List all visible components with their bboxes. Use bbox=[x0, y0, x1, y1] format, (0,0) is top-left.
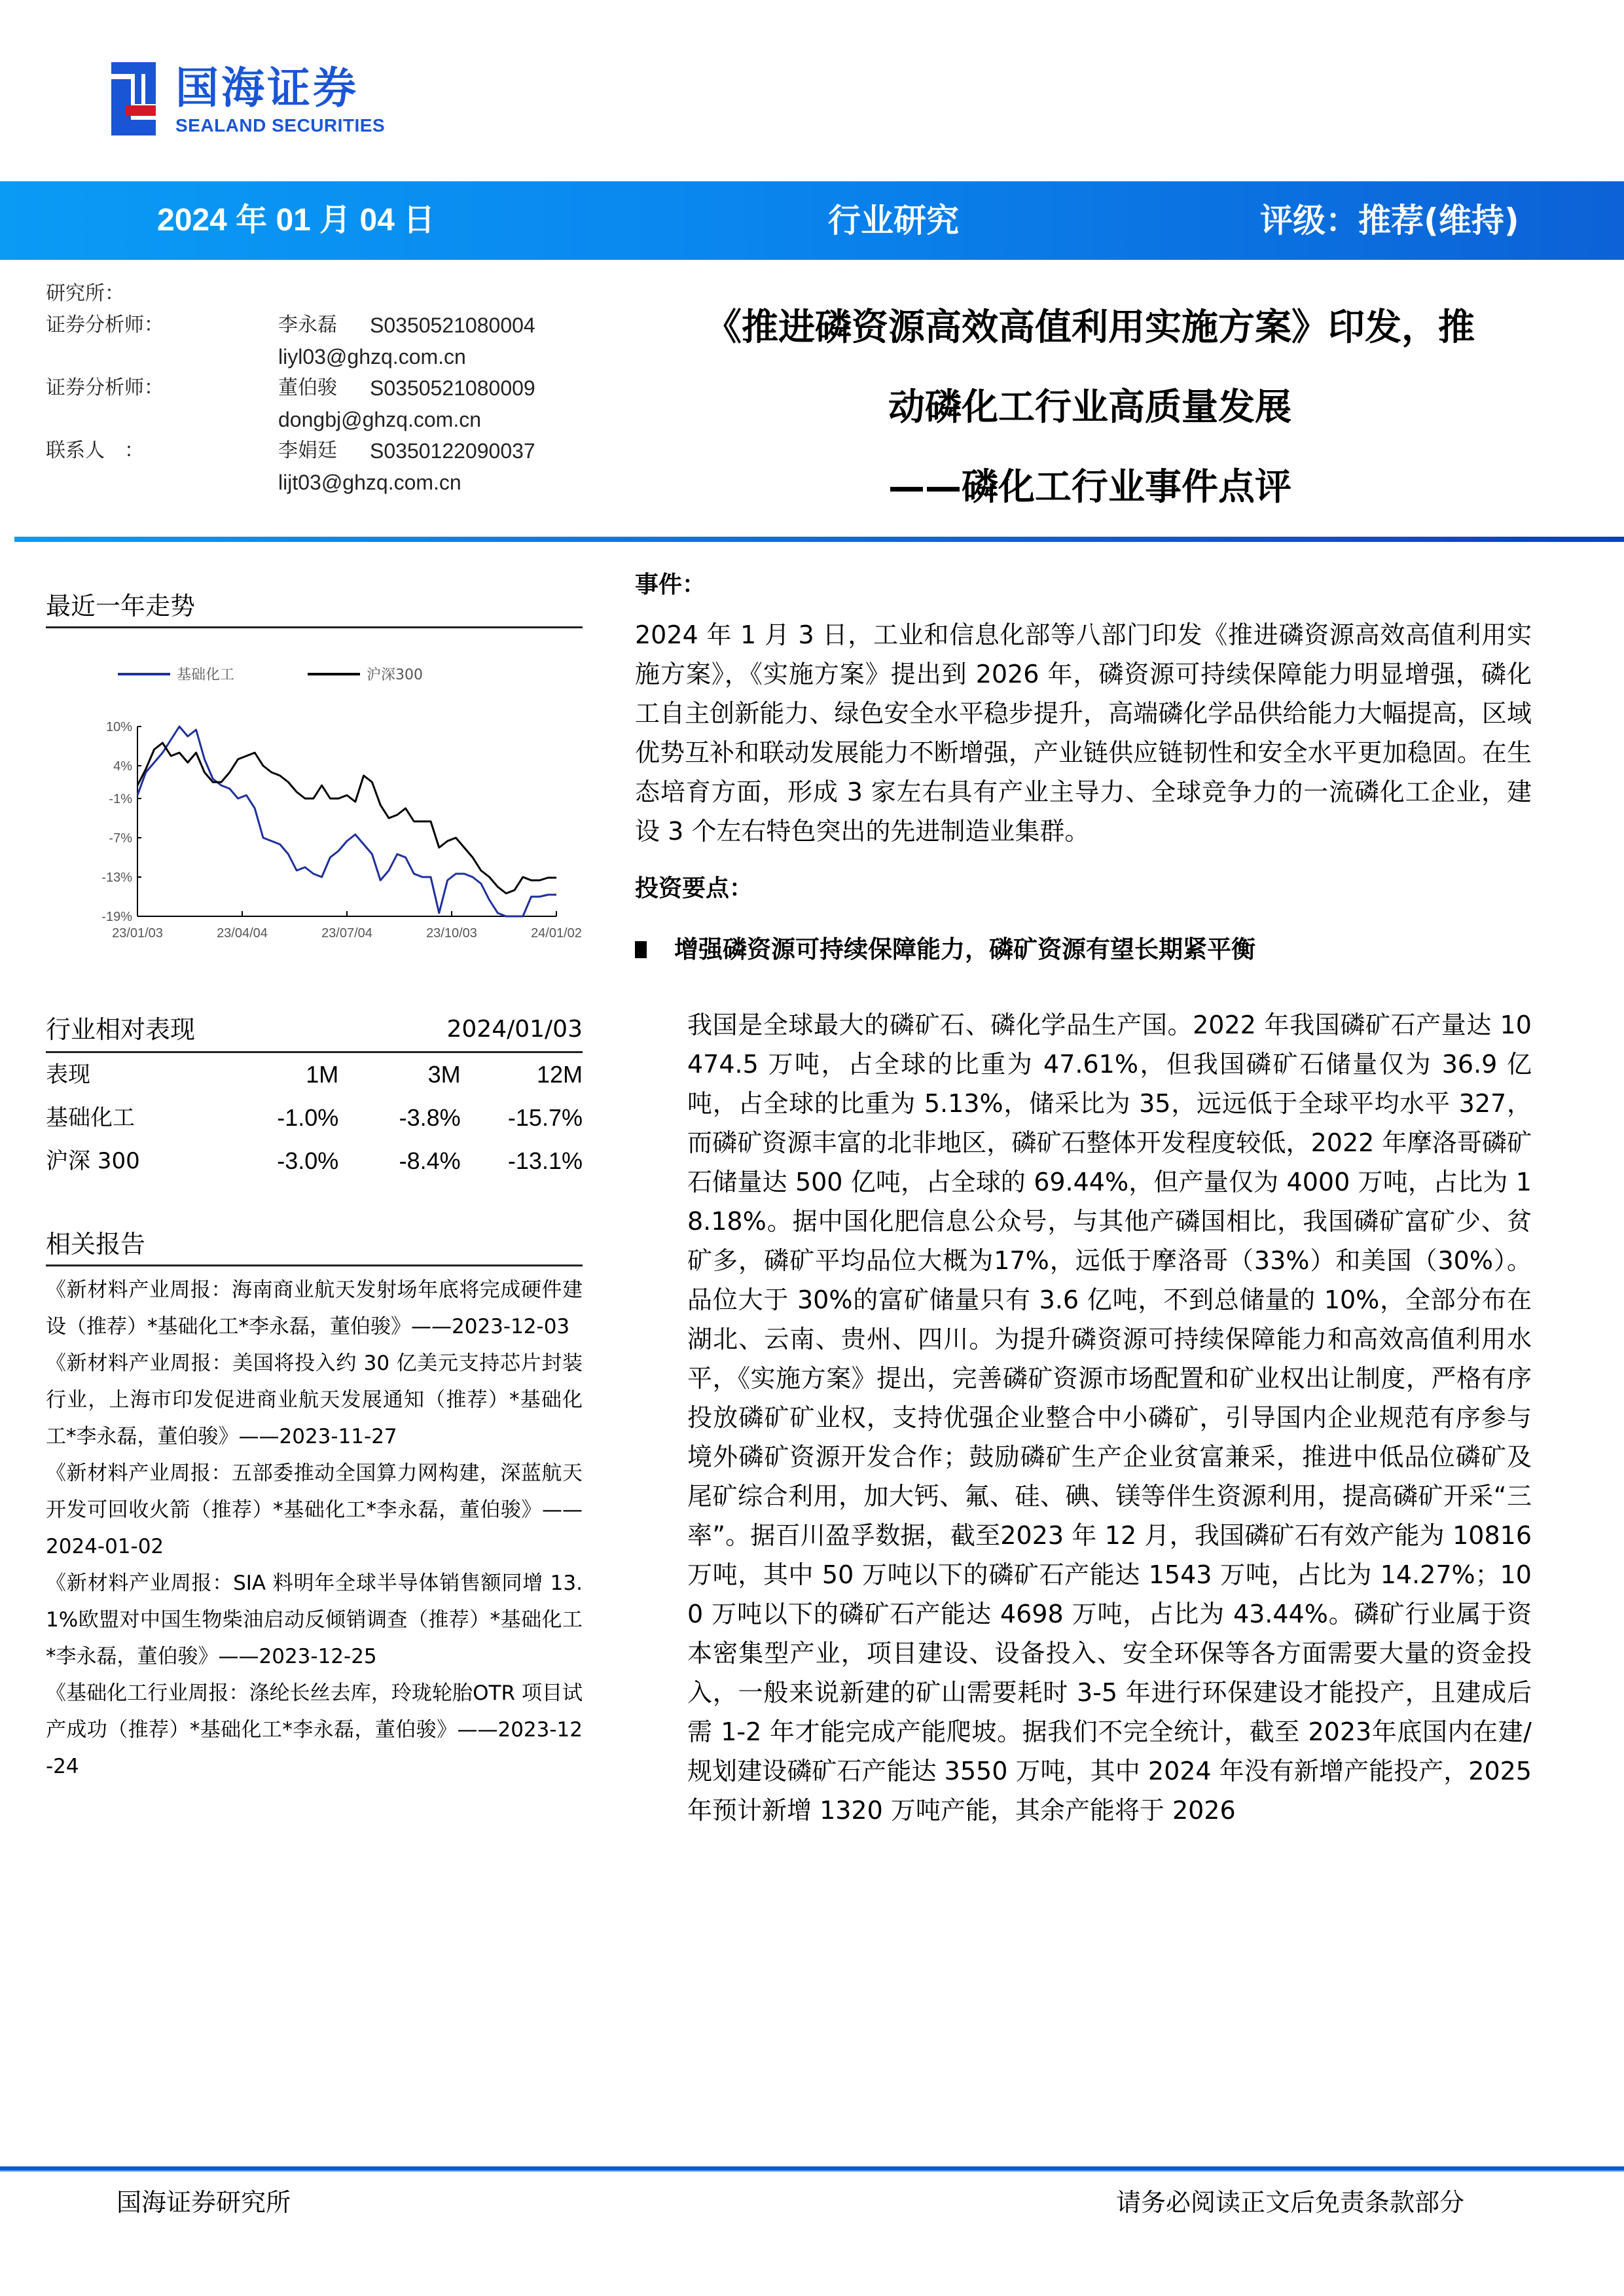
title-line-1: 《推进磷资源高效高值利用实施方案》印发，推 bbox=[705, 306, 1475, 349]
report-date: 2024 年 01 月 04 日 bbox=[157, 203, 435, 238]
footer-institute: 国海证券研究所 bbox=[117, 2188, 291, 2217]
table-row bbox=[46, 1139, 583, 1183]
rating: 评级：推荐(维持) bbox=[1260, 202, 1519, 240]
table-cell: -1.0% bbox=[277, 1104, 339, 1131]
analyst-role: 证券分析师： bbox=[46, 376, 164, 399]
column-header: 表现 bbox=[46, 1062, 90, 1088]
event-heading: 事件： bbox=[635, 571, 706, 598]
series-line-basic-chemicals bbox=[137, 726, 556, 916]
y-tick-label: -13% bbox=[101, 870, 132, 885]
contact-row bbox=[46, 435, 583, 467]
related-section bbox=[46, 1224, 583, 1785]
table-cell: -3.0% bbox=[277, 1147, 339, 1174]
related-report-item[interactable]: 《新材料产业周报：美国将投入约 30 亿美元支持芯片封装行业，上海市印发促进商业航天发展通知（推荐）*基础化工*李永磊，董伯骏》——2023-11-27 bbox=[46, 1352, 583, 1448]
company-logo bbox=[111, 62, 412, 137]
table-cell: -8.4% bbox=[399, 1147, 461, 1174]
contact-role: 联系人 ： bbox=[46, 439, 144, 462]
x-tick-label: 23/04/04 bbox=[217, 926, 268, 941]
legend-label: 沪深300 bbox=[367, 667, 423, 683]
bullet-heading bbox=[635, 933, 1532, 966]
legend-label: 基础化工 bbox=[177, 667, 235, 683]
related-report-item[interactable]: 《新材料产业周报：SIA 料明年全球半导体销售额同增 13.1%欧盟对中国生物柴油启动反倾销调查（推荐）*基础化工*李永磊，董伯骏》——2023-12-25 bbox=[46, 1571, 583, 1668]
table-cell: 基础化工 bbox=[46, 1105, 135, 1131]
bullet-text: 我国是全球最大的磷矿石、磷化学品生产国。2022 年我国磷矿石产量达 10474.5 万吨，占全球的比重为 47.61%，但我国磷矿石储量仅为 36.9 亿吨，占全球的比重为 5.13%，储采比为 35，远远低于全球平均水平 327，而磷矿资源丰富的北非地区，磷矿石整体开发程度较低，2022 年摩洛哥磷矿石储量达 500 亿吨，占全球的 69.44%，但产量仅为 4000 万吨，占比为 18.18%。据中国化肥信息公众号，与其他产磷国相比，我国磷矿富矿少、贫矿多，磷矿平均品位大概为17%，远低于摩洛哥（33%）和美国（30%）。品位大于 30%的富矿储量只有 3.6 亿吨，不到总储量的 10%，全部分布在湖北、云南、贵州、四川。为提升磷资源可持续保障能力和高效高值利用水平，《实施方案》提出，完善磷矿资源市场配置和矿业权出让制度，严格有序投放磷矿矿业权，支持优强企业整合中小磷矿，引导国内企业规范有序参与境外磷矿资源开发合作；鼓励磷矿生产企业贫富兼采，推进中低品位磷矿及尾矿综合利用，加大钙、氟、硅、碘、镁等伴生资源利用，提高磷矿开采“三率”。据百川盈孚数据，截至2023 年 12 月，我国磷矿石有效产能为 10816 万吨，其中 50 万吨以下的磷矿石产能达 1543 万吨，占比为 14.27%；100 万吨以下的磷矿石产能达 4698 万吨，占比为 43.44%。磷矿行业属于资本密集型产业，项目建设、设备投入、安全环保等各方面需要大量的资金投入，一般来说新建的矿山需要耗时 3-5 年进行环保建设才能投产，且建成后需 1-2 年才能完成产能爬坡。据我们不完全统计，截至 2023年底国内在建/规划建设磷矿石产能达 3550 万吨，其中 2024 年没有新增产能投产，2025 年预计新增 1320 万吨产能，其余产能将于 2026 bbox=[687, 1011, 1532, 1825]
y-tick-label: -1% bbox=[109, 792, 132, 806]
event-text: 2024 年 1 月 3 日，工业和信息化部等八部门印发《推进磷资源高效高值利用实施方案》，《实施方案》提出到 2026 年，磷资源可持续保障能力明显增强，磷化工自主创新能力、绿色安全水平稳步提升，高端磷化学品供给能力大幅提高，区域优势互补和联动发展能力不断增强，产业链供应链韧性和安全水平更加稳固。在生态培育方面，形成 3 家左右具有产业主导力、全球竞争力的一流磷化工企业，建设 3 个左右特色突出的先进制造业集群。 bbox=[635, 620, 1532, 846]
table-cell: -15.7% bbox=[507, 1104, 583, 1131]
trend-heading: 最近一年走势 bbox=[46, 586, 583, 628]
report-title bbox=[622, 288, 1558, 528]
y-tick-label: 4% bbox=[113, 759, 132, 774]
logo-chinese-name: 国海证券 bbox=[175, 63, 359, 113]
series-line-csi300 bbox=[137, 743, 556, 893]
table-row bbox=[46, 1096, 583, 1139]
analyst-email[interactable]: dongbj@ghzq.com.cn bbox=[278, 408, 481, 431]
column-header: 1M bbox=[306, 1061, 339, 1088]
column-header: 12M bbox=[536, 1061, 583, 1088]
related-heading: 相关报告 bbox=[46, 1224, 583, 1266]
report-type: 行业研究 bbox=[828, 202, 959, 240]
related-reports bbox=[46, 1272, 583, 1785]
contact-email[interactable]: lijt03@ghzq.com.cn bbox=[278, 471, 461, 494]
title-line-2: 动磷化工行业高质量发展 bbox=[888, 386, 1291, 429]
analyst-row bbox=[46, 372, 583, 404]
x-tick-label: 24/01/02 bbox=[531, 926, 582, 941]
table-cell: -13.1% bbox=[507, 1147, 583, 1174]
contact-name: 李娟廷 bbox=[278, 439, 337, 462]
performance-heading: 行业相对表现 bbox=[46, 1015, 196, 1044]
related-report-item[interactable]: 《新材料产业周报：五部委推动全国算力网构建，深蓝航天开发可回收火箭（推荐）*基础化工*李永磊，董伯骏》——2024-01-02 bbox=[46, 1462, 583, 1558]
sealand-logo-icon bbox=[111, 62, 156, 135]
x-tick-label: 23/10/03 bbox=[426, 926, 477, 941]
related-report-item[interactable]: 《基础化工行业周报：涤纶长丝去库，玲珑轮胎OTR 项目试产成功（推荐）*基础化工*李永磊，董伯骏》——2023-12-24 bbox=[46, 1681, 583, 1778]
right-column bbox=[635, 569, 1532, 1830]
analyst-cert: S0350521080009 bbox=[370, 376, 535, 400]
analyst-name: 李永磊 bbox=[278, 314, 337, 336]
analyst-role: 证券分析师： bbox=[46, 314, 164, 336]
analyst-row bbox=[46, 310, 583, 341]
bullet-square-icon bbox=[635, 941, 647, 958]
logo-english-name: SEALAND SECURITIES bbox=[175, 115, 386, 135]
analyst-info bbox=[46, 278, 583, 498]
y-tick-label: 10% bbox=[105, 720, 132, 734]
performance-table bbox=[46, 1008, 583, 1183]
title-divider bbox=[14, 537, 1624, 542]
institute-label: 研究所： bbox=[46, 282, 124, 305]
trend-chart bbox=[46, 641, 583, 969]
x-tick-label: 23/07/04 bbox=[321, 926, 372, 941]
contact-cert: S0350122090037 bbox=[370, 439, 535, 463]
y-tick-label: -19% bbox=[101, 910, 132, 924]
title-subtitle: ——磷化工行业事件点评 bbox=[888, 466, 1291, 509]
performance-date: 2024/01/03 bbox=[446, 1016, 583, 1043]
bullet-title: 增强磷资源可持续保障能力，磷矿资源有望长期紧平衡 bbox=[674, 935, 1255, 963]
related-report-item[interactable]: 《新材料产业周报：海南商业航天发射场年底将完成硬件建设（推荐）*基础化工*李永磊，董伯骏》——2023-12-03 bbox=[46, 1278, 583, 1338]
table-header-row bbox=[46, 1053, 583, 1096]
y-tick-label: -7% bbox=[109, 831, 132, 846]
x-tick-label: 23/01/03 bbox=[112, 926, 163, 941]
analyst-cert: S0350521080004 bbox=[370, 314, 535, 337]
analyst-name: 董伯骏 bbox=[278, 376, 337, 399]
column-header: 3M bbox=[427, 1061, 461, 1088]
footer-divider bbox=[0, 2166, 1624, 2172]
table-cell: 沪深 300 bbox=[46, 1148, 140, 1174]
analyst-email[interactable]: liyl03@ghzq.com.cn bbox=[278, 345, 466, 368]
footer-disclaimer[interactable]: 请务必阅读正文后免责条款部分 bbox=[1116, 2188, 1465, 2217]
table-cell: -3.8% bbox=[399, 1104, 461, 1131]
investment-heading: 投资要点： bbox=[635, 875, 753, 902]
